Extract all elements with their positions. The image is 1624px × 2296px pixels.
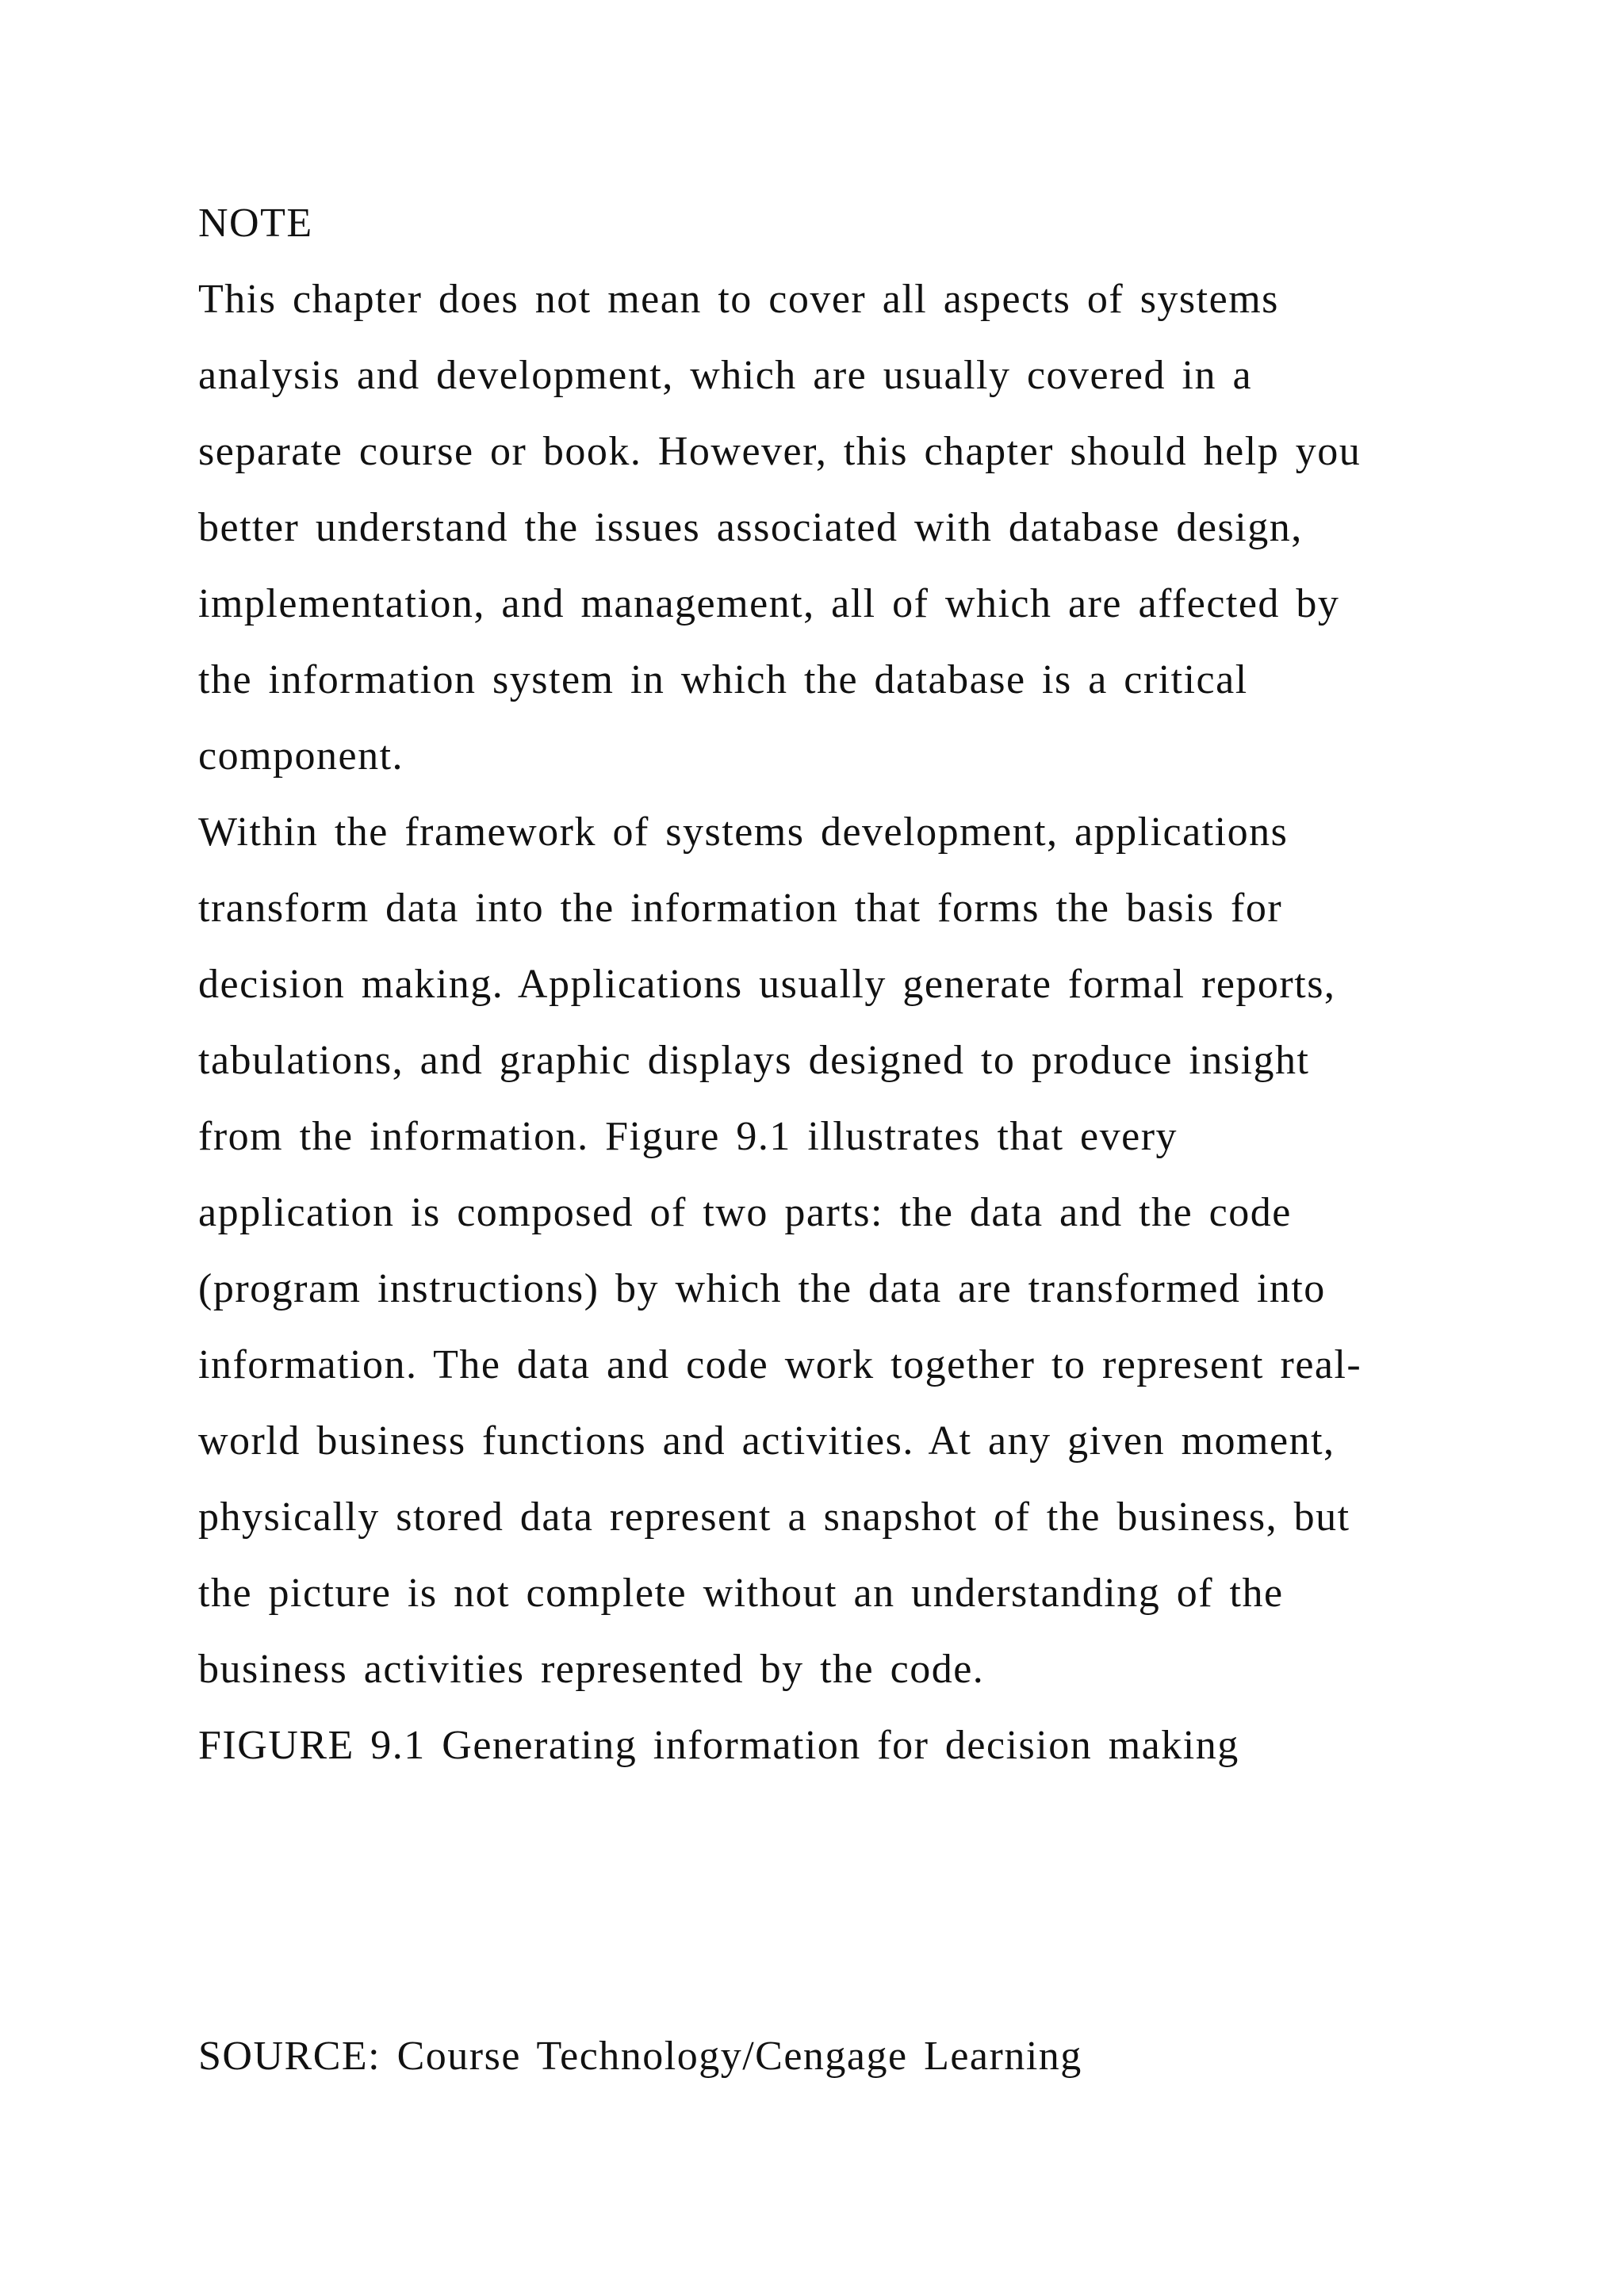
body-line: from the information. Figure 9.1 illustrates that every — [198, 1114, 1178, 1159]
note-heading: NOTE — [198, 201, 313, 246]
body-line: world business functions and activities. At any given moment, — [198, 1418, 1335, 1464]
body-line: decision making. Applications usually generate formal reports, — [198, 962, 1336, 1007]
note-line: separate course or book. However, this chapter should help you — [198, 429, 1362, 474]
note-line: This chapter does not mean to cover all aspects of systems — [198, 277, 1279, 322]
note-line: better understand the issues associated with database design, — [198, 505, 1303, 550]
body-line: (program instructions) by which the data are transformed into — [198, 1266, 1326, 1311]
text-block — [198, 186, 1467, 1784]
body-line: transform data into the information that forms the basis for — [198, 886, 1283, 931]
figure-caption: FIGURE 9.1 Generating information for decision making — [198, 1723, 1239, 1768]
body-line: tabulations, and graphic displays designed to produce insight — [198, 1038, 1310, 1083]
note-line: implementation, and management, all of which are affected by — [198, 581, 1340, 626]
body-line: information. The data and code work together to represent real- — [198, 1342, 1362, 1387]
body-line: the picture is not complete without an understanding of the — [198, 1571, 1284, 1616]
note-line: the information system in which the database is a critical — [198, 657, 1248, 702]
body-line: business activities represented by the code. — [198, 1647, 985, 1692]
source-credit: SOURCE: Course Technology/Cengage Learning — [198, 2034, 1082, 2079]
note-line: analysis and development, which are usually covered in a — [198, 353, 1253, 398]
note-line: component. — [198, 733, 404, 779]
body-line: application is composed of two parts: the data and the code — [198, 1190, 1292, 1235]
body-line: physically stored data represent a snapshot of the business, but — [198, 1494, 1350, 1540]
body-line: Within the framework of systems development, applications — [198, 809, 1289, 855]
